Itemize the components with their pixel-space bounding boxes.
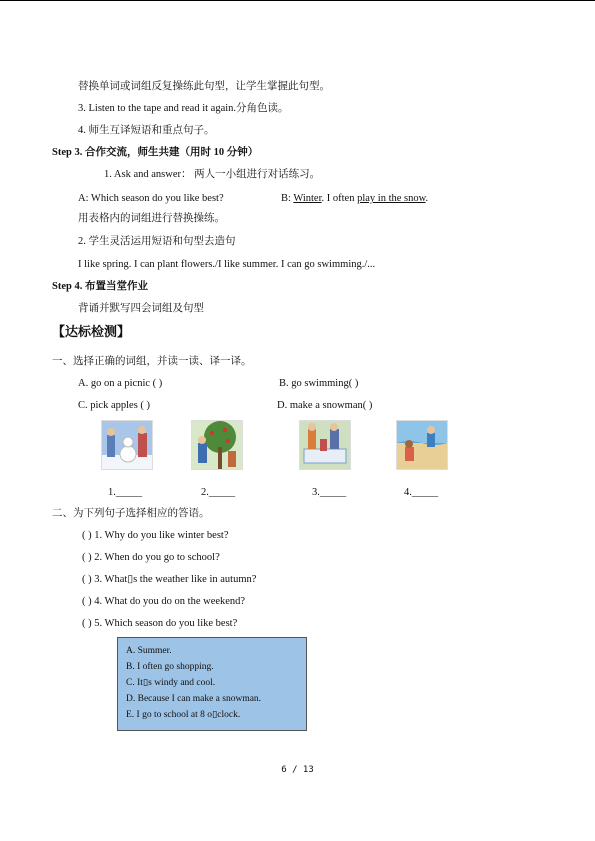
blank-4[interactable]: 4._____ <box>404 487 439 498</box>
make-sentence-line: 2. 学生灵活运用短语和句型去造句 <box>78 236 236 247</box>
replace-line: 用表格内的词组进行替换操练。 <box>78 213 225 224</box>
answer-d: D. Because I can make a snowman. <box>126 694 262 704</box>
picnic-picture <box>299 420 351 470</box>
q1-option-c: C. pick apples ( ) <box>78 400 151 411</box>
q2-item-3[interactable]: ( ) 3. What▯s the weather like in autumn? <box>82 574 257 585</box>
q1-option-b: B. go swimming( ) <box>279 378 359 389</box>
page-number: 6 / 13 <box>281 765 314 775</box>
q1-title: 一、选择正确的词组，并读一读、译一译。 <box>52 356 252 367</box>
q2-item-1[interactable]: ( ) 1. Why do you like winter best? <box>82 530 229 541</box>
homework-line: 背诵并默写四会词组及句型 <box>78 303 204 314</box>
header-rule <box>0 0 595 1</box>
snowman-picture <box>101 420 153 470</box>
blank-1[interactable]: 1._____ <box>108 487 143 498</box>
blank-2[interactable]: 2._____ <box>201 487 236 498</box>
answer-e: E. I go to school at 8 o▯clock. <box>126 710 241 720</box>
dialog-b-mid: . I often <box>321 193 358 204</box>
blank-3[interactable]: 3._____ <box>312 487 347 498</box>
line-listen: 3. Listen to the tape and read it again.分角色读。 <box>78 103 289 114</box>
line-translate: 4. 师生互译短语和重点句子。 <box>78 125 215 136</box>
q2-item-4[interactable]: ( ) 4. What do you do on the weekend? <box>82 596 246 607</box>
section-heading: 【达标检测】 <box>52 324 131 339</box>
dialog-b-word: Winter <box>293 193 322 204</box>
swimming-picture <box>396 420 448 470</box>
dialog-b-end: . <box>425 193 429 204</box>
dialog-b-prefix: B: <box>281 193 294 204</box>
q1-option-a: A. go on a picnic ( ) <box>78 378 163 389</box>
step3-heading: Step 3. 合作交流，师生共建（用时 10 分钟） <box>52 147 259 158</box>
q2-title: 二、为下列句子选择相应的答语。 <box>52 508 210 519</box>
step4-heading: Step 4. 布置当堂作业 <box>52 281 148 292</box>
answer-a: A. Summer. <box>126 646 172 656</box>
q2-item-5[interactable]: ( ) 5. Which season do you like best? <box>82 618 238 629</box>
line-substitution: 替换单词或词组反复操练此句型，让学生掌握此句型。 <box>78 81 330 92</box>
dialog-a: A: Which season do you like best? <box>78 193 224 204</box>
apple-picking-picture <box>191 420 243 470</box>
answer-box <box>117 637 307 731</box>
example-sentences: I like spring. I can plant flowers./I like summer. I can go swimming./... <box>78 259 376 270</box>
dialog-b-phrase: play in the snow <box>357 193 426 204</box>
q2-item-2[interactable]: ( ) 2. When do you go to school? <box>82 552 220 563</box>
ask-answer-line: 1. Ask and answer： 两人一小组进行对话练习。 <box>104 169 321 180</box>
q1-option-d: D. make a snowman( ) <box>277 400 373 411</box>
answer-c: C. It▯s windy and cool. <box>126 678 216 688</box>
dialog-b <box>281 192 428 205</box>
answer-b: B. I often go shopping. <box>126 662 214 672</box>
